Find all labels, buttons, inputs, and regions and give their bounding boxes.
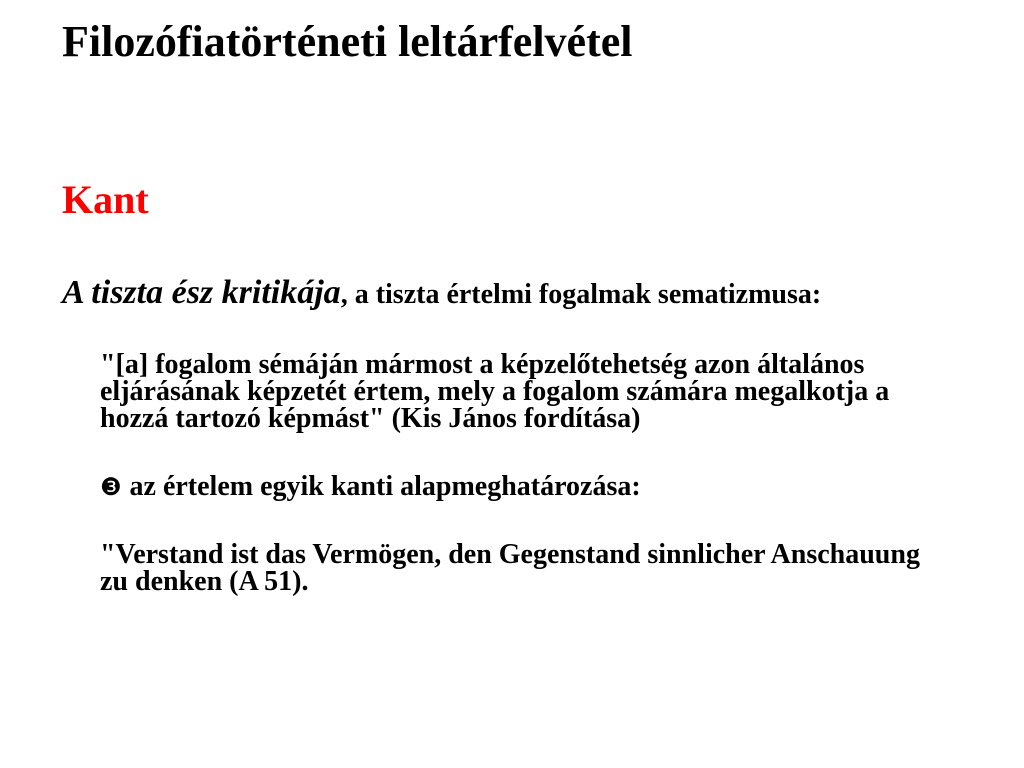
quote-source: (Kis János fordítása) <box>391 403 641 434</box>
section-heading: Kant <box>62 177 149 222</box>
quote-paragraph <box>100 351 945 432</box>
slide-title: Filozófiatörténeti leltárfelvétel <box>62 17 633 66</box>
work-heading <box>62 273 821 319</box>
german-quote-paragraph: "Verstand ist das Vermögen, den Gegenstand sinnlicher Anschauung zu denken (A 51). <box>100 539 920 597</box>
numbered-bullet-icon: ❸ <box>100 473 122 501</box>
work-subtitle: , a tiszta értelmi fogalmak sematizmusa: <box>340 279 822 310</box>
bullet-text: az értelem egyik kanti alapmeghatározása: <box>129 471 641 502</box>
work-title: A tiszta ész kritikája <box>62 274 341 311</box>
quote-text: "[a] fogalom sémáján mármost a képzelőtehetség azon általános eljárásának képzetét értem, mely a fogalom számára megalkotja a hozzá tartozó képmást" <box>100 349 890 434</box>
bullet-item <box>100 473 945 501</box>
